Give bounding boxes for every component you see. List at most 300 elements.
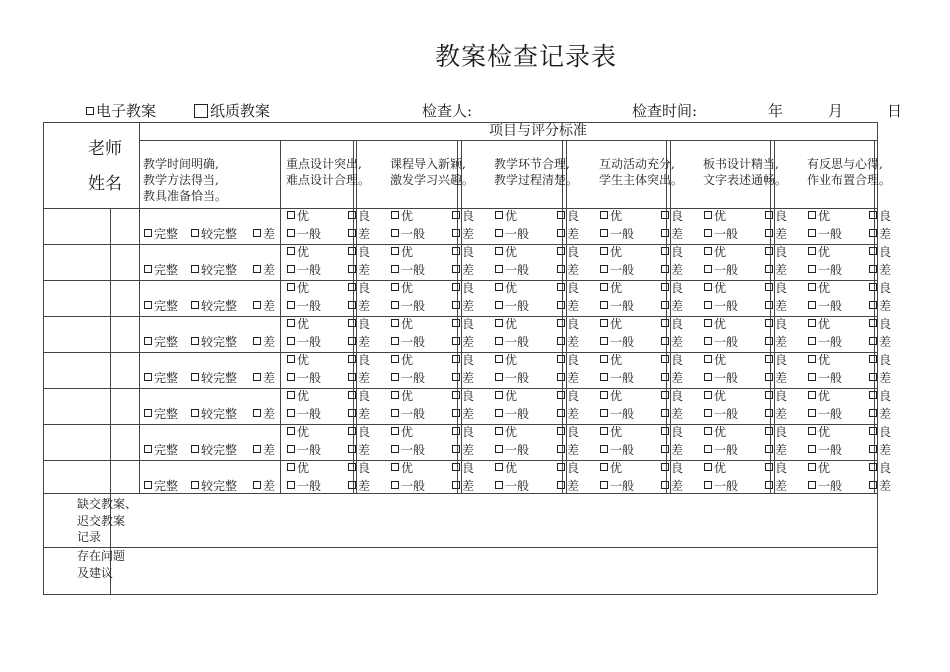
checkbox-icon[interactable] bbox=[557, 337, 565, 345]
checkbox-icon[interactable] bbox=[452, 427, 460, 435]
checkbox-icon[interactable] bbox=[287, 283, 295, 291]
option-excellent[interactable] bbox=[391, 282, 413, 294]
checkbox-icon[interactable] bbox=[348, 391, 356, 399]
checkbox-icon[interactable] bbox=[600, 229, 608, 237]
checkbox-icon[interactable] bbox=[348, 463, 356, 471]
checkbox-icon[interactable] bbox=[391, 391, 399, 399]
option-average[interactable] bbox=[808, 336, 842, 348]
option-excellent[interactable] bbox=[704, 462, 726, 474]
option-average[interactable] bbox=[495, 444, 529, 456]
option-complete[interactable] bbox=[144, 408, 178, 420]
option-poor[interactable] bbox=[661, 228, 683, 240]
option-good[interactable] bbox=[557, 210, 579, 222]
option-poor[interactable] bbox=[452, 480, 474, 492]
option-good[interactable] bbox=[348, 390, 370, 402]
checkbox-icon[interactable] bbox=[557, 265, 565, 273]
option-excellent[interactable] bbox=[391, 462, 413, 474]
checkbox-icon[interactable] bbox=[808, 265, 816, 273]
checkbox-icon[interactable] bbox=[808, 229, 816, 237]
option-poor[interactable] bbox=[869, 264, 891, 276]
option-excellent[interactable] bbox=[287, 246, 309, 258]
checkbox-icon[interactable] bbox=[495, 355, 503, 363]
option-excellent[interactable] bbox=[391, 426, 413, 438]
checkbox-icon[interactable] bbox=[391, 265, 399, 273]
checkbox-icon[interactable] bbox=[704, 301, 712, 309]
checkbox-icon[interactable] bbox=[704, 247, 712, 255]
checkbox-icon[interactable] bbox=[191, 301, 199, 309]
option-excellent[interactable] bbox=[808, 318, 830, 330]
checkbox-icon[interactable] bbox=[557, 373, 565, 381]
option-complete[interactable] bbox=[144, 444, 178, 456]
option-complete[interactable] bbox=[144, 264, 178, 276]
option-excellent[interactable] bbox=[600, 210, 622, 222]
checkbox-icon[interactable] bbox=[287, 229, 295, 237]
option-excellent[interactable] bbox=[287, 210, 309, 222]
checkbox-icon[interactable] bbox=[557, 229, 565, 237]
checkbox-icon[interactable] bbox=[391, 409, 399, 417]
option-excellent[interactable] bbox=[495, 354, 517, 366]
option-excellent[interactable] bbox=[287, 390, 309, 402]
option-poor[interactable] bbox=[452, 264, 474, 276]
option-poor[interactable] bbox=[557, 336, 579, 348]
checkbox-icon[interactable] bbox=[600, 283, 608, 291]
checkbox-icon[interactable] bbox=[253, 481, 261, 489]
option-good[interactable] bbox=[765, 390, 787, 402]
option-excellent[interactable] bbox=[495, 282, 517, 294]
checkbox-icon[interactable] bbox=[765, 355, 773, 363]
option-excellent[interactable] bbox=[495, 210, 517, 222]
option-good[interactable] bbox=[661, 390, 683, 402]
option-average[interactable] bbox=[704, 408, 738, 420]
option-poor[interactable] bbox=[869, 336, 891, 348]
option-good[interactable] bbox=[348, 246, 370, 258]
option-excellent[interactable] bbox=[600, 390, 622, 402]
option-average[interactable] bbox=[704, 300, 738, 312]
checkbox-icon[interactable] bbox=[452, 391, 460, 399]
checkbox-icon[interactable] bbox=[287, 391, 295, 399]
option-good[interactable] bbox=[869, 282, 891, 294]
checkbox-icon[interactable] bbox=[144, 337, 152, 345]
checkbox-icon[interactable] bbox=[391, 337, 399, 345]
checkbox-icon[interactable] bbox=[348, 445, 356, 453]
checkbox-icon[interactable] bbox=[704, 391, 712, 399]
checkbox-icon[interactable] bbox=[600, 265, 608, 273]
option-excellent[interactable] bbox=[808, 462, 830, 474]
option-poor[interactable] bbox=[661, 408, 683, 420]
checkbox-icon[interactable] bbox=[495, 373, 503, 381]
checkbox-icon[interactable] bbox=[600, 355, 608, 363]
option-good[interactable] bbox=[557, 282, 579, 294]
option-good[interactable] bbox=[452, 354, 474, 366]
checkbox-icon[interactable] bbox=[557, 247, 565, 255]
option-good[interactable] bbox=[869, 390, 891, 402]
option-poor[interactable] bbox=[348, 408, 370, 420]
checkbox-icon[interactable] bbox=[808, 463, 816, 471]
checkbox-icon[interactable] bbox=[144, 373, 152, 381]
checkbox-icon[interactable] bbox=[495, 301, 503, 309]
checkbox-icon[interactable] bbox=[391, 373, 399, 381]
checkbox-icon[interactable] bbox=[287, 409, 295, 417]
checkbox-icon[interactable] bbox=[765, 301, 773, 309]
checkbox-icon[interactable] bbox=[869, 319, 877, 327]
checkbox-icon[interactable] bbox=[348, 319, 356, 327]
option-poor[interactable] bbox=[557, 228, 579, 240]
checkbox-icon[interactable] bbox=[704, 337, 712, 345]
checkbox-icon[interactable] bbox=[191, 481, 199, 489]
option-mostly-complete[interactable] bbox=[191, 444, 237, 456]
checkbox-icon[interactable] bbox=[191, 265, 199, 273]
checkbox-icon[interactable] bbox=[600, 427, 608, 435]
option-poor[interactable] bbox=[557, 372, 579, 384]
checkbox-icon[interactable] bbox=[191, 229, 199, 237]
checkbox-icon[interactable] bbox=[661, 427, 669, 435]
option-poor[interactable] bbox=[452, 372, 474, 384]
option-good[interactable] bbox=[869, 210, 891, 222]
option-average[interactable] bbox=[391, 264, 425, 276]
option-poor[interactable] bbox=[661, 264, 683, 276]
checkbox-icon[interactable] bbox=[661, 355, 669, 363]
checkbox-icon[interactable] bbox=[495, 247, 503, 255]
checkbox-icon[interactable] bbox=[869, 409, 877, 417]
checkbox-icon[interactable] bbox=[348, 211, 356, 219]
checkbox-icon[interactable] bbox=[765, 229, 773, 237]
checkbox-icon[interactable] bbox=[495, 463, 503, 471]
checkbox-icon[interactable] bbox=[808, 319, 816, 327]
checkbox-icon[interactable] bbox=[191, 373, 199, 381]
checkbox-icon[interactable] bbox=[869, 355, 877, 363]
option-poor[interactable] bbox=[661, 336, 683, 348]
checkbox-icon[interactable] bbox=[495, 229, 503, 237]
checkbox-icon[interactable] bbox=[287, 481, 295, 489]
option-poor[interactable] bbox=[765, 408, 787, 420]
option-poor[interactable] bbox=[869, 228, 891, 240]
option-poor[interactable] bbox=[661, 372, 683, 384]
checkbox-icon[interactable] bbox=[391, 463, 399, 471]
checkbox-icon[interactable] bbox=[194, 104, 208, 118]
option-excellent[interactable] bbox=[704, 246, 726, 258]
option-good[interactable] bbox=[452, 318, 474, 330]
checkbox-icon[interactable] bbox=[765, 373, 773, 381]
option-good[interactable] bbox=[765, 354, 787, 366]
checkbox-icon[interactable] bbox=[144, 481, 152, 489]
option-good[interactable] bbox=[452, 246, 474, 258]
option-average[interactable] bbox=[808, 480, 842, 492]
checkbox-icon[interactable] bbox=[869, 265, 877, 273]
checkbox-icon[interactable] bbox=[495, 265, 503, 273]
checkbox-icon[interactable] bbox=[452, 463, 460, 471]
checkbox-icon[interactable] bbox=[348, 481, 356, 489]
option-poor[interactable] bbox=[765, 336, 787, 348]
checkbox-icon[interactable] bbox=[144, 301, 152, 309]
option-complete[interactable] bbox=[144, 300, 178, 312]
option-poor[interactable] bbox=[765, 300, 787, 312]
electronic-option[interactable] bbox=[86, 104, 156, 119]
option-excellent[interactable] bbox=[600, 318, 622, 330]
option-average[interactable] bbox=[704, 228, 738, 240]
option-mostly-complete[interactable] bbox=[191, 336, 237, 348]
option-mostly-complete[interactable] bbox=[191, 264, 237, 276]
option-poor[interactable] bbox=[557, 264, 579, 276]
option-excellent[interactable] bbox=[808, 426, 830, 438]
option-average[interactable] bbox=[600, 480, 634, 492]
option-good[interactable] bbox=[661, 246, 683, 258]
option-complete[interactable] bbox=[144, 336, 178, 348]
option-excellent[interactable] bbox=[704, 282, 726, 294]
option-good[interactable] bbox=[348, 462, 370, 474]
checkbox-icon[interactable] bbox=[661, 265, 669, 273]
checkbox-icon[interactable] bbox=[869, 229, 877, 237]
option-good[interactable] bbox=[452, 282, 474, 294]
checkbox-icon[interactable] bbox=[704, 373, 712, 381]
option-excellent[interactable] bbox=[391, 246, 413, 258]
option-excellent[interactable] bbox=[808, 246, 830, 258]
option-complete[interactable] bbox=[144, 372, 178, 384]
option-average[interactable] bbox=[391, 480, 425, 492]
checkbox-icon[interactable] bbox=[765, 319, 773, 327]
option-average[interactable] bbox=[495, 300, 529, 312]
option-excellent[interactable] bbox=[287, 462, 309, 474]
checkbox-icon[interactable] bbox=[661, 481, 669, 489]
checkbox-icon[interactable] bbox=[557, 445, 565, 453]
option-good[interactable] bbox=[348, 210, 370, 222]
checkbox-icon[interactable] bbox=[287, 463, 295, 471]
checkbox-icon[interactable] bbox=[600, 463, 608, 471]
option-poor[interactable] bbox=[348, 228, 370, 240]
option-excellent[interactable] bbox=[495, 462, 517, 474]
checkbox-icon[interactable] bbox=[452, 355, 460, 363]
option-poor[interactable] bbox=[253, 408, 275, 420]
checkbox-icon[interactable] bbox=[869, 391, 877, 399]
option-good[interactable] bbox=[661, 318, 683, 330]
option-average[interactable] bbox=[808, 408, 842, 420]
checkbox-icon[interactable] bbox=[287, 265, 295, 273]
option-poor[interactable] bbox=[765, 444, 787, 456]
checkbox-icon[interactable] bbox=[600, 373, 608, 381]
checkbox-icon[interactable] bbox=[253, 445, 261, 453]
option-poor[interactable] bbox=[253, 444, 275, 456]
option-good[interactable] bbox=[348, 318, 370, 330]
checkbox-icon[interactable] bbox=[704, 409, 712, 417]
checkbox-icon[interactable] bbox=[661, 319, 669, 327]
option-poor[interactable] bbox=[253, 228, 275, 240]
option-poor[interactable] bbox=[765, 264, 787, 276]
checkbox-icon[interactable] bbox=[495, 409, 503, 417]
option-complete[interactable] bbox=[144, 228, 178, 240]
checkbox-icon[interactable] bbox=[557, 409, 565, 417]
option-poor[interactable] bbox=[765, 372, 787, 384]
checkbox-icon[interactable] bbox=[495, 211, 503, 219]
checkbox-icon[interactable] bbox=[253, 373, 261, 381]
option-good[interactable] bbox=[348, 354, 370, 366]
option-good[interactable] bbox=[661, 462, 683, 474]
option-poor[interactable] bbox=[452, 444, 474, 456]
option-poor[interactable] bbox=[348, 300, 370, 312]
option-excellent[interactable] bbox=[391, 210, 413, 222]
checkbox-icon[interactable] bbox=[287, 445, 295, 453]
checkbox-icon[interactable] bbox=[287, 337, 295, 345]
checkbox-icon[interactable] bbox=[557, 319, 565, 327]
checkbox-icon[interactable] bbox=[704, 355, 712, 363]
checkbox-icon[interactable] bbox=[808, 427, 816, 435]
option-poor[interactable] bbox=[557, 444, 579, 456]
checkbox-icon[interactable] bbox=[348, 427, 356, 435]
checkbox-icon[interactable] bbox=[765, 409, 773, 417]
option-good[interactable] bbox=[869, 246, 891, 258]
option-average[interactable] bbox=[287, 408, 321, 420]
option-average[interactable] bbox=[600, 228, 634, 240]
checkbox-icon[interactable] bbox=[391, 247, 399, 255]
checkbox-icon[interactable] bbox=[495, 481, 503, 489]
checkbox-icon[interactable] bbox=[600, 391, 608, 399]
option-good[interactable] bbox=[452, 210, 474, 222]
option-good[interactable] bbox=[661, 282, 683, 294]
option-average[interactable] bbox=[391, 372, 425, 384]
checkbox-icon[interactable] bbox=[869, 283, 877, 291]
checkbox-icon[interactable] bbox=[391, 445, 399, 453]
checkbox-icon[interactable] bbox=[808, 373, 816, 381]
option-average[interactable] bbox=[287, 336, 321, 348]
option-excellent[interactable] bbox=[495, 318, 517, 330]
option-good[interactable] bbox=[869, 354, 891, 366]
option-excellent[interactable] bbox=[287, 282, 309, 294]
option-average[interactable] bbox=[391, 228, 425, 240]
checkbox-icon[interactable] bbox=[808, 247, 816, 255]
checkbox-icon[interactable] bbox=[452, 211, 460, 219]
checkbox-icon[interactable] bbox=[765, 391, 773, 399]
option-good[interactable] bbox=[348, 282, 370, 294]
checkbox-icon[interactable] bbox=[495, 283, 503, 291]
option-excellent[interactable] bbox=[287, 426, 309, 438]
option-good[interactable] bbox=[661, 426, 683, 438]
option-good[interactable] bbox=[452, 462, 474, 474]
option-excellent[interactable] bbox=[704, 318, 726, 330]
option-excellent[interactable] bbox=[600, 246, 622, 258]
checkbox-icon[interactable] bbox=[869, 481, 877, 489]
checkbox-icon[interactable] bbox=[765, 463, 773, 471]
checkbox-icon[interactable] bbox=[557, 355, 565, 363]
option-average[interactable] bbox=[495, 480, 529, 492]
option-excellent[interactable] bbox=[808, 354, 830, 366]
option-average[interactable] bbox=[495, 372, 529, 384]
option-average[interactable] bbox=[287, 264, 321, 276]
option-average[interactable] bbox=[600, 408, 634, 420]
option-poor[interactable] bbox=[348, 372, 370, 384]
checkbox-icon[interactable] bbox=[253, 265, 261, 273]
checkbox-icon[interactable] bbox=[452, 283, 460, 291]
checkbox-icon[interactable] bbox=[348, 355, 356, 363]
checkbox-icon[interactable] bbox=[765, 445, 773, 453]
checkbox-icon[interactable] bbox=[348, 337, 356, 345]
checkbox-icon[interactable] bbox=[144, 409, 152, 417]
option-good[interactable] bbox=[348, 426, 370, 438]
option-poor[interactable] bbox=[869, 372, 891, 384]
checkbox-icon[interactable] bbox=[600, 319, 608, 327]
checkbox-icon[interactable] bbox=[869, 211, 877, 219]
option-poor[interactable] bbox=[661, 480, 683, 492]
option-good[interactable] bbox=[765, 210, 787, 222]
checkbox-icon[interactable] bbox=[495, 337, 503, 345]
checkbox-icon[interactable] bbox=[869, 427, 877, 435]
checkbox-icon[interactable] bbox=[391, 427, 399, 435]
option-good[interactable] bbox=[452, 390, 474, 402]
checkbox-icon[interactable] bbox=[452, 247, 460, 255]
checkbox-icon[interactable] bbox=[600, 247, 608, 255]
option-good[interactable] bbox=[765, 246, 787, 258]
checkbox-icon[interactable] bbox=[765, 481, 773, 489]
option-average[interactable] bbox=[600, 444, 634, 456]
option-average[interactable] bbox=[600, 300, 634, 312]
option-good[interactable] bbox=[765, 426, 787, 438]
option-average[interactable] bbox=[391, 300, 425, 312]
checkbox-icon[interactable] bbox=[287, 301, 295, 309]
checkbox-icon[interactable] bbox=[348, 229, 356, 237]
checkbox-icon[interactable] bbox=[661, 463, 669, 471]
checkbox-icon[interactable] bbox=[495, 427, 503, 435]
checkbox-icon[interactable] bbox=[391, 355, 399, 363]
option-poor[interactable] bbox=[869, 480, 891, 492]
option-good[interactable] bbox=[661, 210, 683, 222]
option-poor[interactable] bbox=[557, 408, 579, 420]
option-average[interactable] bbox=[808, 300, 842, 312]
checkbox-icon[interactable] bbox=[557, 391, 565, 399]
option-excellent[interactable] bbox=[600, 426, 622, 438]
option-excellent[interactable] bbox=[808, 210, 830, 222]
checkbox-icon[interactable] bbox=[600, 409, 608, 417]
checkbox-icon[interactable] bbox=[704, 229, 712, 237]
option-poor[interactable] bbox=[348, 444, 370, 456]
checkbox-icon[interactable] bbox=[452, 337, 460, 345]
checkbox-icon[interactable] bbox=[557, 481, 565, 489]
checkbox-icon[interactable] bbox=[144, 229, 152, 237]
checkbox-icon[interactable] bbox=[808, 391, 816, 399]
option-average[interactable] bbox=[287, 300, 321, 312]
option-poor[interactable] bbox=[253, 264, 275, 276]
option-average[interactable] bbox=[287, 228, 321, 240]
checkbox-icon[interactable] bbox=[452, 481, 460, 489]
checkbox-icon[interactable] bbox=[348, 301, 356, 309]
checkbox-icon[interactable] bbox=[661, 391, 669, 399]
checkbox-icon[interactable] bbox=[452, 265, 460, 273]
option-average[interactable] bbox=[287, 372, 321, 384]
checkbox-icon[interactable] bbox=[287, 319, 295, 327]
option-poor[interactable] bbox=[452, 336, 474, 348]
option-poor[interactable] bbox=[557, 300, 579, 312]
option-poor[interactable] bbox=[452, 408, 474, 420]
checkbox-icon[interactable] bbox=[391, 283, 399, 291]
option-poor[interactable] bbox=[348, 264, 370, 276]
checkbox-icon[interactable] bbox=[704, 283, 712, 291]
option-average[interactable] bbox=[600, 264, 634, 276]
checkbox-icon[interactable] bbox=[144, 445, 152, 453]
checkbox-icon[interactable] bbox=[452, 229, 460, 237]
option-poor[interactable] bbox=[253, 336, 275, 348]
option-average[interactable] bbox=[391, 444, 425, 456]
option-poor[interactable] bbox=[869, 444, 891, 456]
option-excellent[interactable] bbox=[704, 210, 726, 222]
checkbox-icon[interactable] bbox=[287, 211, 295, 219]
checkbox-icon[interactable] bbox=[348, 265, 356, 273]
checkbox-icon[interactable] bbox=[661, 283, 669, 291]
checkbox-icon[interactable] bbox=[557, 301, 565, 309]
checkbox-icon[interactable] bbox=[765, 247, 773, 255]
option-average[interactable] bbox=[495, 228, 529, 240]
checkbox-icon[interactable] bbox=[557, 211, 565, 219]
option-average[interactable] bbox=[495, 336, 529, 348]
checkbox-icon[interactable] bbox=[765, 265, 773, 273]
checkbox-icon[interactable] bbox=[287, 427, 295, 435]
checkbox-icon[interactable] bbox=[86, 107, 94, 115]
checkbox-icon[interactable] bbox=[253, 337, 261, 345]
